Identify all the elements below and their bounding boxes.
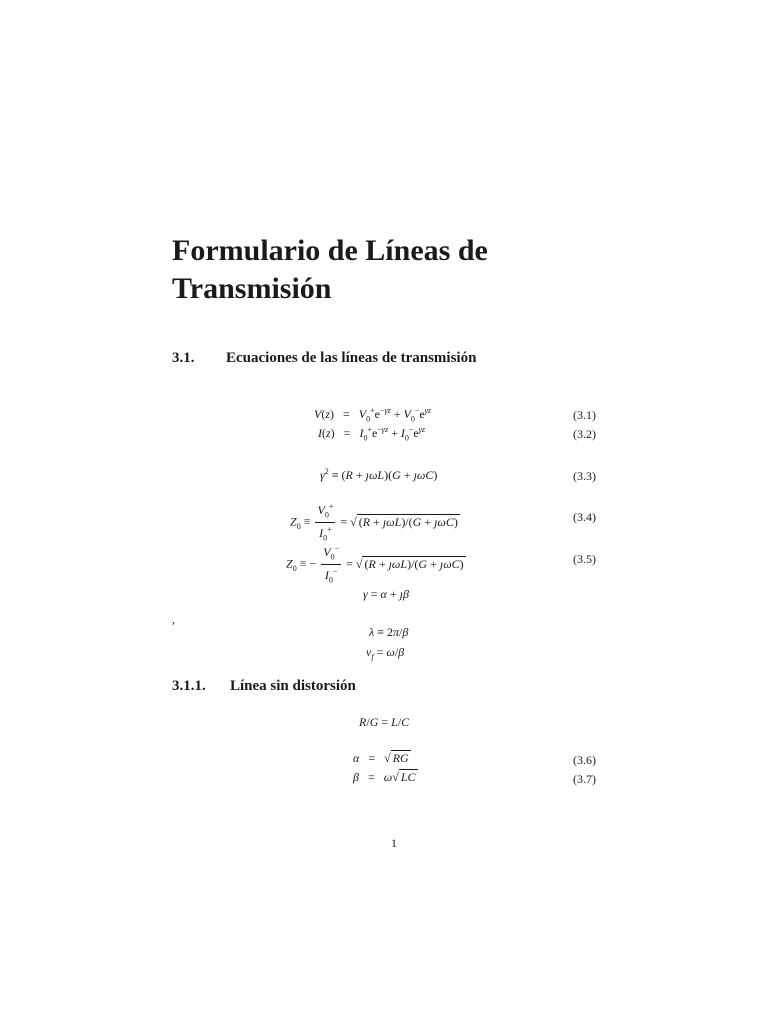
equation-3-2: $I(z) = I_0^+e^{-\gamma z} + I_0^-e^{\gamma z}$ (318, 425, 425, 443)
page-title (172, 232, 652, 308)
equation-number-3-7: (3.7) (573, 772, 596, 786)
equation-number-3-3: (3.3) (573, 469, 596, 483)
equation-propagation-constant: γ = α + ȷβ (363, 587, 409, 601)
equation-distortionless-condition: R/G = L/C (359, 715, 410, 729)
equation-3-1: $V(z) = V_0^+e^{-\gamma z} + V_0^-e^{\gamma z}$ (314, 406, 431, 424)
section-title: Ecuaciones de las líneas de transmisión (226, 350, 477, 366)
equation-3-6: α = √ RG (353, 751, 409, 765)
equation-number-3-1: (3.1) (573, 408, 596, 422)
subsection-heading (172, 678, 356, 695)
equation-wavelength: λ ≡ 2π/β (369, 625, 409, 639)
title-line-2: Transmisión (172, 272, 332, 305)
equation-number-3-2: (3.2) (573, 427, 596, 441)
equation-number-3-6: (3.6) (573, 753, 596, 767)
equation-3-5: $Z_0$ ≡ − $\frac{V_0^-}{I_0^-}$ = √ (R + ȷωL)/(G + ȷωC) (286, 544, 464, 585)
comma: , (172, 612, 175, 626)
section-number: 3.1. (172, 350, 195, 366)
subsection-number: 3.1.1. (172, 678, 206, 694)
section-heading (172, 350, 476, 367)
equation-3-3: $\gamma^2 \equiv (R$ + ȷωL)(G + ȷωC) (320, 467, 438, 482)
equation-number-3-4: (3.4) (573, 510, 596, 524)
subsection-title: Línea sin distorsión (230, 678, 356, 694)
equation-3-7: β = ω√ LC (353, 770, 416, 784)
equation-3-4: $Z_0$ ≡ $\frac{V_0^+}{I_0^+}$ = √ (R + ȷωL)/(G + ȷωC) (290, 502, 458, 543)
title-line-1: Formulario de Líneas de (172, 234, 488, 267)
equation-number-3-5: (3.5) (573, 552, 596, 566)
equation-phase-velocity: $v_f = \omega/\beta$ (366, 645, 405, 662)
page-number: 1 (391, 836, 397, 850)
